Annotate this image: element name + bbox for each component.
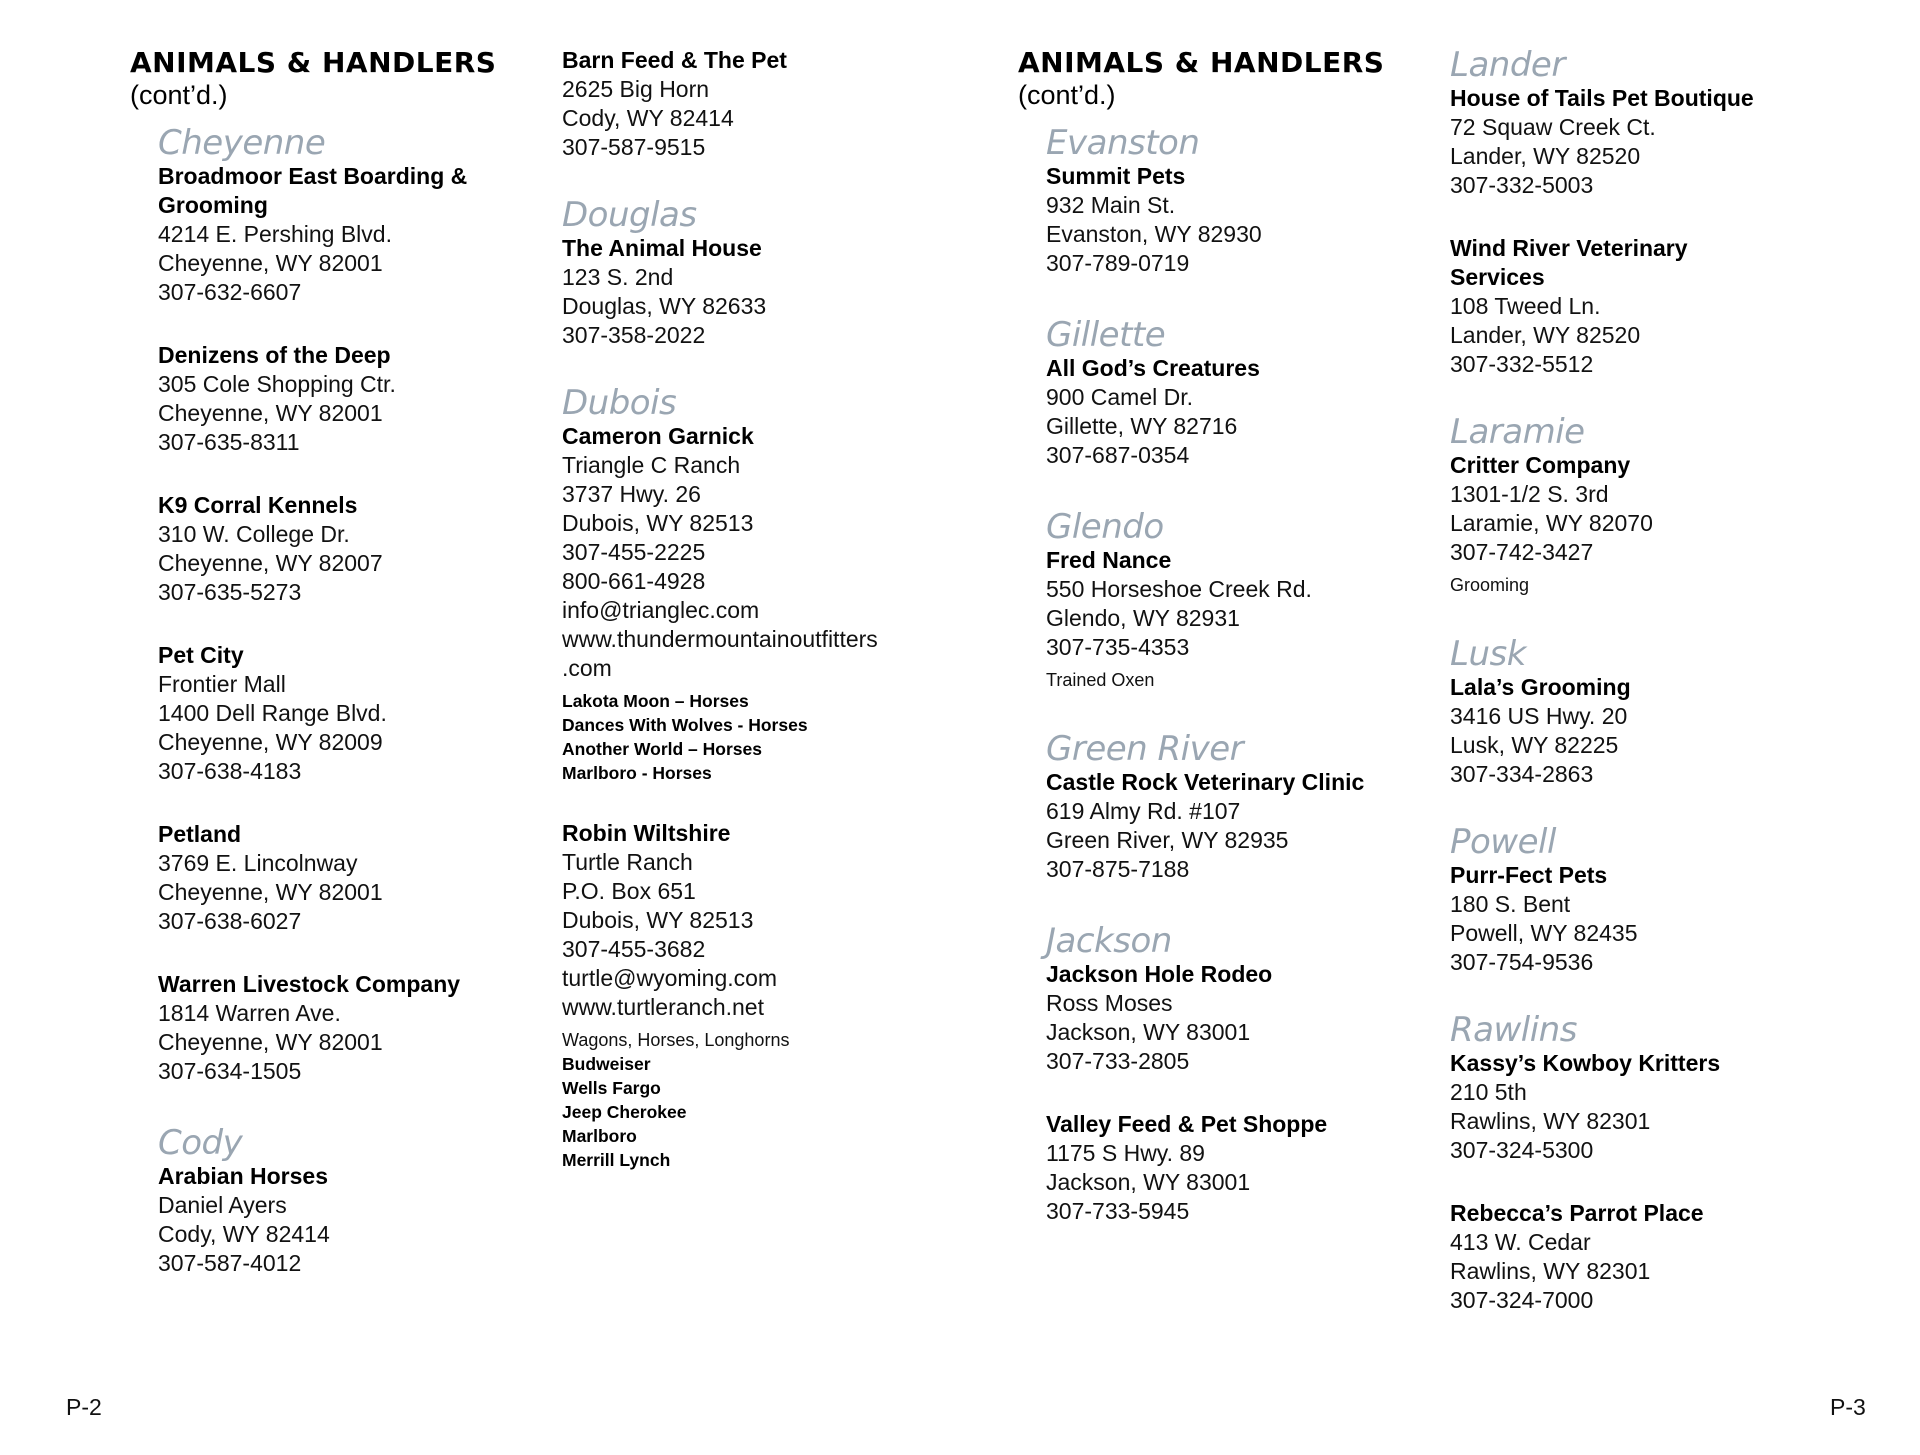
address: 1175 S Hwy. 89	[1046, 1140, 1205, 1166]
phone: 307-638-6027	[158, 908, 302, 934]
listing-name: House of Tails Pet Boutique	[1450, 85, 1754, 111]
city-state-zip: Glendo, WY 82931	[1046, 605, 1240, 631]
city-header-green-river: Green River	[1046, 729, 1244, 769]
listing-name: Lala’s Grooming	[1450, 674, 1631, 700]
phone: 307-632-6607	[158, 279, 302, 305]
contact-person: Daniel Ayers	[158, 1192, 287, 1218]
address: 310 W. College Dr.	[158, 521, 350, 547]
listing-robin-wiltshire	[562, 819, 962, 1172]
listing-animal-house	[562, 234, 962, 350]
listing-name: K9 Corral Kennels	[158, 492, 358, 518]
credit: Budweiser	[562, 1054, 651, 1074]
city-state-zip: Cody, WY 82414	[158, 1221, 330, 1247]
phone: 307-687-0354	[1046, 442, 1190, 468]
city-state-zip: Douglas, WY 82633	[562, 293, 767, 319]
credit: Jeep Cherokee	[562, 1102, 687, 1122]
city-state-zip: Evanston, WY 82930	[1046, 221, 1262, 247]
listing-name: Critter Company	[1450, 452, 1631, 478]
listing-jackson-hole-rodeo	[1046, 960, 1446, 1076]
email: info@trianglec.com	[562, 597, 760, 623]
listing-name: Robin Wiltshire	[562, 820, 731, 846]
address: 4214 E. Pershing Blvd.	[158, 221, 392, 247]
column-4	[1450, 46, 1870, 1315]
website-cont: .com	[562, 655, 612, 681]
listing-barn-feed	[562, 46, 962, 162]
phone: 307-733-2805	[1046, 1048, 1190, 1074]
listing-castle-rock	[1046, 768, 1446, 884]
city-state-zip: Dubois, WY 82513	[562, 510, 754, 536]
phone: 307-587-9515	[562, 134, 706, 160]
credit: Merrill Lynch	[562, 1150, 671, 1170]
listing-name: Castle Rock Veterinary Clinic	[1046, 769, 1365, 795]
phone: 307-742-3427	[1450, 539, 1594, 565]
page-number-left: P-2	[66, 1394, 102, 1420]
listing-name: Barn Feed & The Pet	[562, 47, 787, 73]
right-page-heading-block	[1018, 46, 1384, 110]
city-header-rawlins: Rawlins	[1450, 1010, 1577, 1050]
phone: 307-735-4353	[1046, 634, 1190, 660]
phone: 307-875-7188	[1046, 856, 1190, 882]
city-state-zip: Lander, WY 82520	[1450, 322, 1641, 348]
address: 900 Camel Dr.	[1046, 384, 1194, 410]
phone: 307-332-5512	[1450, 351, 1594, 377]
listing-name: Rebecca’s Parrot Place	[1450, 1200, 1704, 1226]
ranch-name: Turtle Ranch	[562, 849, 693, 875]
address: 413 W. Cedar	[1450, 1229, 1591, 1255]
city-state-zip: Cheyenne, WY 82001	[158, 250, 383, 276]
address: 108 Tweed Ln.	[1450, 293, 1601, 319]
listing-name: Services	[1450, 264, 1545, 290]
city-state-zip: Dubois, WY 82513	[562, 907, 754, 933]
listing-name: Kassy’s Kowboy Kritters	[1450, 1050, 1721, 1076]
listing-name: Arabian Horses	[158, 1163, 329, 1189]
phone: 307-455-3682	[562, 936, 706, 962]
address-line: Frontier Mall	[158, 671, 286, 697]
listing-purr-fect-pets	[1450, 861, 1870, 977]
listing-valley-feed	[1046, 1110, 1446, 1226]
city-state-zip: Cheyenne, WY 82007	[158, 550, 383, 576]
address: P.O. Box 651	[562, 878, 696, 904]
listing-name: Summit Pets	[1046, 163, 1186, 189]
listing-wind-river-vet	[1450, 234, 1870, 379]
listing-denizens	[158, 341, 538, 457]
phone: 307-754-9536	[1450, 949, 1594, 975]
ranch-name: Triangle C Ranch	[562, 452, 741, 478]
phone: 307-789-0719	[1046, 250, 1190, 276]
address: 2625 Big Horn	[562, 76, 710, 102]
address: 123 S. 2nd	[562, 264, 674, 290]
section-subheading: (cont’d.)	[130, 80, 228, 110]
listing-fred-nance	[1046, 546, 1446, 692]
section-heading: ANIMALS & HANDLERS	[130, 46, 497, 79]
phone: 307-332-5003	[1450, 172, 1594, 198]
city-header-lander: Lander	[1450, 45, 1565, 85]
city-state-zip: Lusk, WY 82225	[1450, 732, 1619, 758]
city-state-zip: Cheyenne, WY 82001	[158, 1029, 383, 1055]
phone: 307-455-2225	[562, 539, 706, 565]
city-state-zip: Jackson, WY 83001	[1046, 1169, 1251, 1195]
section-subheading: (cont’d.)	[1018, 80, 1116, 110]
phone: 307-324-5300	[1450, 1137, 1594, 1163]
city-state-zip: Rawlins, WY 82301	[1450, 1258, 1651, 1284]
city-header-dubois: Dubois	[562, 383, 677, 423]
phone: 307-635-5273	[158, 579, 302, 605]
contact-person: Ross Moses	[1046, 990, 1173, 1016]
city-state-zip: Gillette, WY 82716	[1046, 413, 1238, 439]
phone: 307-324-7000	[1450, 1287, 1594, 1313]
listing-name: Broadmoor East Boarding &	[158, 163, 468, 189]
website: www.thundermountainoutfitters	[562, 626, 878, 652]
listing-lalas-grooming	[1450, 673, 1870, 789]
listing-name: All God’s Creatures	[1046, 355, 1260, 381]
column-2	[562, 46, 962, 1172]
listing-critter-company	[1450, 451, 1870, 597]
listing-name: Petland	[158, 821, 242, 847]
listing-name: Purr-Fect Pets	[1450, 862, 1608, 888]
city-header-cheyenne: Cheyenne	[158, 123, 326, 163]
city-state-zip: Lander, WY 82520	[1450, 143, 1641, 169]
city-state-zip: Powell, WY 82435	[1450, 920, 1638, 946]
city-header-gillette: Gillette	[1046, 315, 1166, 355]
city-header-jackson: Jackson	[1046, 921, 1172, 961]
address: 550 Horseshoe Creek Rd.	[1046, 576, 1312, 602]
address: 932 Main St.	[1046, 192, 1176, 218]
left-page-heading-block	[130, 46, 496, 110]
listing-name: Grooming	[158, 192, 268, 218]
city-header-cody: Cody	[158, 1123, 243, 1163]
credit: Marlboro	[562, 1126, 637, 1146]
city-header-laramie: Laramie	[1450, 412, 1585, 452]
city-header-powell: Powell	[1450, 822, 1556, 862]
city-state-zip: Cheyenne, WY 82009	[158, 729, 383, 755]
city-state-zip: Jackson, WY 83001	[1046, 1019, 1251, 1045]
address: 210 5th	[1450, 1079, 1527, 1105]
phone: 307-634-1505	[158, 1058, 302, 1084]
section-heading: ANIMALS & HANDLERS	[1018, 46, 1385, 79]
column-3	[1046, 124, 1446, 1226]
city-header-evanston: Evanston	[1046, 123, 1200, 163]
address: 180 S. Bent	[1450, 891, 1571, 917]
address: 1400 Dell Range Blvd.	[158, 700, 387, 726]
listing-name: Cameron Garnick	[562, 423, 754, 449]
listing-name: Fred Nance	[1046, 547, 1172, 573]
city-header-douglas: Douglas	[562, 195, 697, 235]
city-state-zip: Green River, WY 82935	[1046, 827, 1289, 853]
listing-pet-city	[158, 641, 538, 786]
city-state-zip: Rawlins, WY 82301	[1450, 1108, 1651, 1134]
listing-name: Denizens of the Deep	[158, 342, 391, 368]
website: www.turtleranch.net	[562, 994, 764, 1020]
listing-all-gods-creatures	[1046, 354, 1446, 470]
specialty-note: Trained Oxen	[1046, 670, 1155, 690]
credit: Another World – Horses	[562, 739, 762, 759]
city-state-zip: Cheyenne, WY 82001	[158, 879, 383, 905]
listing-name: The Animal House	[562, 235, 762, 261]
listing-arabian-horses	[158, 1162, 538, 1278]
credit: Marlboro - Horses	[562, 763, 712, 783]
specialty-note: Grooming	[1450, 575, 1530, 595]
listing-house-of-tails	[1450, 84, 1870, 200]
listing-name: Jackson Hole Rodeo	[1046, 961, 1273, 987]
credit: Dances With Wolves - Horses	[562, 715, 808, 735]
listing-kassys-kowboy	[1450, 1049, 1870, 1165]
credit: Wells Fargo	[562, 1078, 661, 1098]
city-state-zip: Cheyenne, WY 82001	[158, 400, 383, 426]
email: turtle@wyoming.com	[562, 965, 778, 991]
page-number-right: P-3	[1830, 1394, 1866, 1420]
phone-tollfree: 800-661-4928	[562, 568, 706, 594]
phone: 307-587-4012	[158, 1250, 302, 1276]
phone: 307-638-4183	[158, 758, 302, 784]
listing-cameron-garnick	[562, 422, 962, 785]
address: 305 Cole Shopping Ctr.	[158, 371, 396, 397]
address: 1301-1/2 S. 3rd	[1450, 481, 1609, 507]
specialty-note: Wagons, Horses, Longhorns	[562, 1030, 790, 1050]
phone: 307-358-2022	[562, 322, 706, 348]
address: 3769 E. Lincolnway	[158, 850, 358, 876]
column-1	[158, 124, 538, 1278]
address: 3737 Hwy. 26	[562, 481, 701, 507]
listing-name: Warren Livestock Company	[158, 971, 461, 997]
listing-petland	[158, 820, 538, 936]
address: 1814 Warren Ave.	[158, 1000, 341, 1026]
phone: 307-334-2863	[1450, 761, 1594, 787]
phone: 307-733-5945	[1046, 1198, 1190, 1224]
address: 619 Almy Rd. #107	[1046, 798, 1241, 824]
listing-rebeccas-parrot	[1450, 1199, 1870, 1315]
address: 72 Squaw Creek Ct.	[1450, 114, 1656, 140]
listing-name: Valley Feed & Pet Shoppe	[1046, 1111, 1328, 1137]
credit: Lakota Moon – Horses	[562, 691, 749, 711]
listing-name: Pet City	[158, 642, 244, 668]
listing-broadmoor	[158, 162, 538, 307]
listing-warren-livestock	[158, 970, 538, 1086]
city-header-glendo: Glendo	[1046, 507, 1164, 547]
listing-summit-pets	[1046, 162, 1446, 278]
listing-name: Wind River Veterinary	[1450, 235, 1688, 261]
phone: 307-635-8311	[158, 429, 300, 455]
city-header-lusk: Lusk	[1450, 634, 1526, 674]
city-state-zip: Laramie, WY 82070	[1450, 510, 1653, 536]
address: 3416 US Hwy. 20	[1450, 703, 1628, 729]
listing-k9-corral	[158, 491, 538, 607]
city-state-zip: Cody, WY 82414	[562, 105, 734, 131]
